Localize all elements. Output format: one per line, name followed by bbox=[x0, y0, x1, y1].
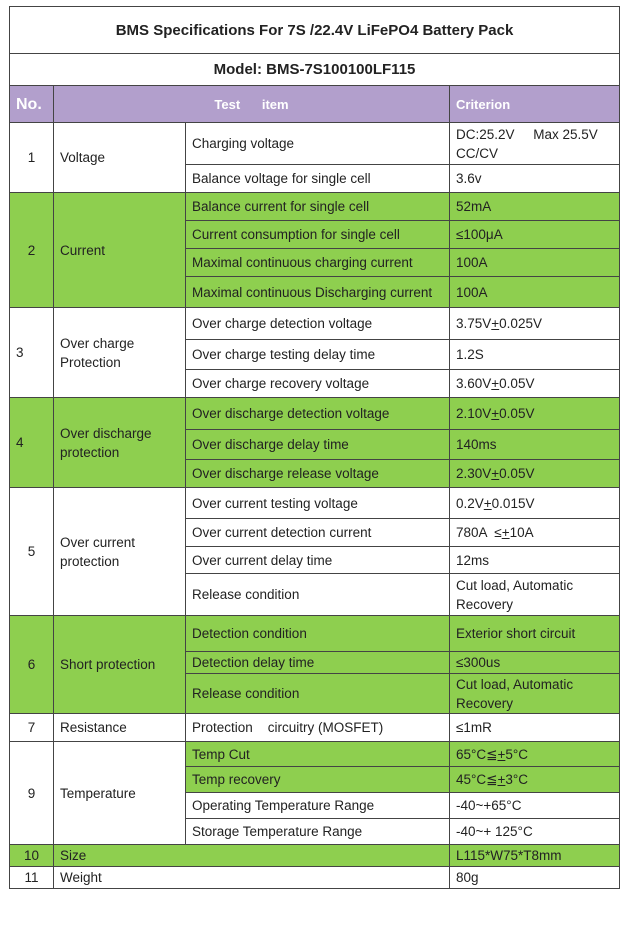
table-row bbox=[10, 714, 620, 742]
test-item: Over discharge release voltage bbox=[186, 460, 450, 488]
category-label: Voltage bbox=[54, 123, 186, 193]
category-label: Weight bbox=[54, 867, 450, 889]
criterion-value: 2.30V+0.05V bbox=[450, 460, 620, 488]
category-label: Short protection bbox=[54, 616, 186, 714]
criterion-value: 0.2V+0.015V bbox=[450, 488, 620, 519]
category-label: Size bbox=[54, 845, 450, 867]
criterion-value: 3.6v bbox=[450, 165, 620, 193]
test-item: Over charge testing delay time bbox=[186, 340, 450, 370]
model-row bbox=[10, 54, 620, 86]
row-number: 7 bbox=[10, 714, 54, 742]
row-number: 4 bbox=[10, 398, 54, 488]
criterion-value: Exterior short circuit bbox=[450, 616, 620, 652]
table-row bbox=[10, 398, 620, 430]
criterion-value: 65°C≦+5°C bbox=[450, 742, 620, 767]
test-item: Over charge detection voltage bbox=[186, 308, 450, 340]
test-item: Balance current for single cell bbox=[186, 193, 450, 221]
table-row bbox=[10, 742, 620, 767]
criterion-value: ≤100μA bbox=[450, 221, 620, 249]
test-item: Release condition bbox=[186, 674, 450, 714]
criterion-value: 140ms bbox=[450, 430, 620, 460]
row-number: 10 bbox=[10, 845, 54, 867]
category-label: Over discharge protection bbox=[54, 398, 186, 488]
category-label: Temperature bbox=[54, 742, 186, 845]
test-item: Charging voltage bbox=[186, 123, 450, 165]
table-row bbox=[10, 867, 620, 889]
criterion-value: 2.10V+0.05V bbox=[450, 398, 620, 430]
criterion-value: 780A ≤+10A bbox=[450, 519, 620, 547]
title-row bbox=[10, 7, 620, 54]
test-item: Maximal continuous charging current bbox=[186, 249, 450, 277]
header-test-item: Test item bbox=[54, 86, 450, 123]
test-item: Protection circuitry (MOSFET) bbox=[186, 714, 450, 742]
test-item: Release condition bbox=[186, 574, 450, 616]
test-item: Temp recovery bbox=[186, 767, 450, 793]
test-item: Detection delay time bbox=[186, 652, 450, 674]
criterion-value: -40~+65°C bbox=[450, 793, 620, 819]
criterion-value: DC:25.2V Max 25.5V CC/CV bbox=[450, 123, 620, 165]
row-number: 5 bbox=[10, 488, 54, 616]
test-item: Maximal continuous Discharging current bbox=[186, 277, 450, 308]
category-label: Resistance bbox=[54, 714, 186, 742]
criterion-value: -40~+ 125°C bbox=[450, 819, 620, 845]
test-item: Storage Temperature Range bbox=[186, 819, 450, 845]
criterion-value: 3.60V+0.05V bbox=[450, 370, 620, 398]
row-number: 6 bbox=[10, 616, 54, 714]
table-row bbox=[10, 616, 620, 652]
test-item: Detection condition bbox=[186, 616, 450, 652]
spec-table bbox=[9, 6, 620, 889]
test-item: Operating Temperature Range bbox=[186, 793, 450, 819]
criterion-value: 100A bbox=[450, 249, 620, 277]
category-label: Over charge Protection bbox=[54, 308, 186, 398]
criterion-value: L115*W75*T8mm bbox=[450, 845, 620, 867]
test-item: Balance voltage for single cell bbox=[186, 165, 450, 193]
header-no: No. bbox=[10, 86, 54, 123]
table-row bbox=[10, 845, 620, 867]
row-number: 11 bbox=[10, 867, 54, 889]
criterion-value: Cut load, Automatic Recovery bbox=[450, 574, 620, 616]
table-row bbox=[10, 488, 620, 519]
test-item: Over current testing voltage bbox=[186, 488, 450, 519]
test-item: Current consumption for single cell bbox=[186, 221, 450, 249]
row-number: 9 bbox=[10, 742, 54, 845]
criterion-value: Cut load, Automatic Recovery bbox=[450, 674, 620, 714]
criterion-value: 1.2S bbox=[450, 340, 620, 370]
row-number: 2 bbox=[10, 193, 54, 308]
table-row bbox=[10, 193, 620, 221]
criterion-value: 52mA bbox=[450, 193, 620, 221]
category-label: Over current protection bbox=[54, 488, 186, 616]
criterion-value: ≤1mR bbox=[450, 714, 620, 742]
page-title: BMS Specifications For 7S /22.4V LiFePO4 Battery Pack bbox=[10, 7, 620, 54]
row-number: 3 bbox=[10, 308, 54, 398]
header-row bbox=[10, 86, 620, 123]
test-item: Over discharge detection voltage bbox=[186, 398, 450, 430]
criterion-value: ≤300us bbox=[450, 652, 620, 674]
test-item: Temp Cut bbox=[186, 742, 450, 767]
category-label: Current bbox=[54, 193, 186, 308]
table-row bbox=[10, 123, 620, 165]
criterion-value: 80g bbox=[450, 867, 620, 889]
test-item: Over current delay time bbox=[186, 547, 450, 574]
model-label: Model: BMS-7S100100LF115 bbox=[10, 54, 620, 86]
criterion-value: 100A bbox=[450, 277, 620, 308]
header-criterion: Criterion bbox=[450, 86, 620, 123]
test-item: Over current detection current bbox=[186, 519, 450, 547]
test-item: Over discharge delay time bbox=[186, 430, 450, 460]
criterion-value: 45°C≦+3°C bbox=[450, 767, 620, 793]
row-number: 1 bbox=[10, 123, 54, 193]
criterion-value: 12ms bbox=[450, 547, 620, 574]
test-item: Over charge recovery voltage bbox=[186, 370, 450, 398]
table-row bbox=[10, 308, 620, 340]
criterion-value: 3.75V+0.025V bbox=[450, 308, 620, 340]
